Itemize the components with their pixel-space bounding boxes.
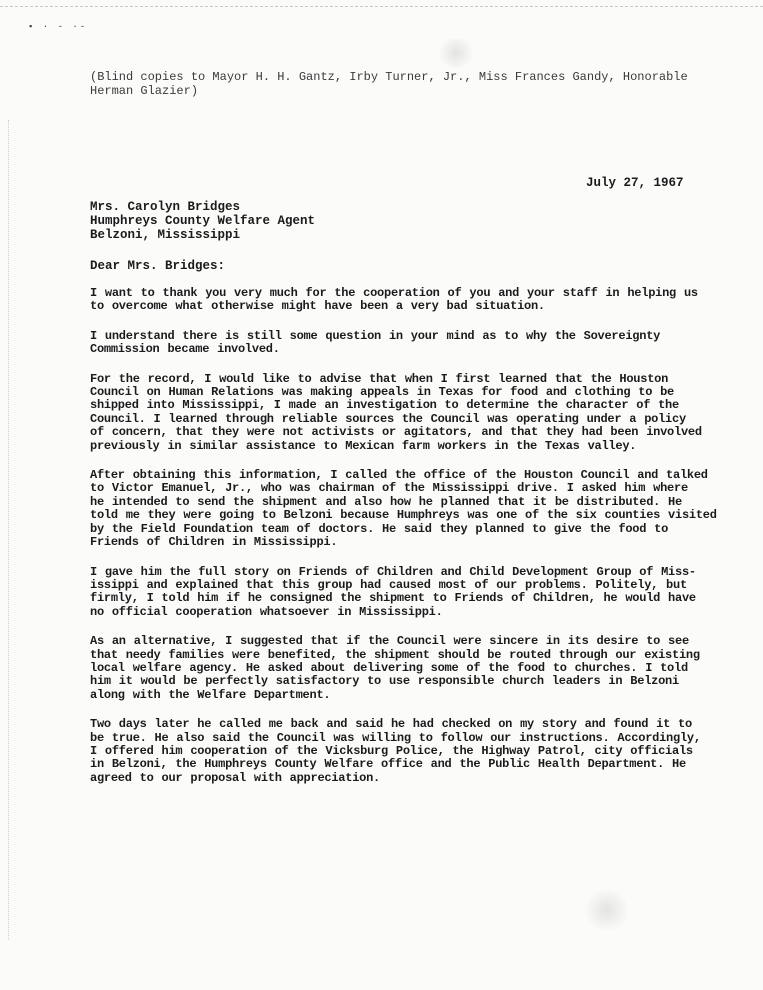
scan-border-top [0, 0, 763, 7]
paragraph-5 [90, 566, 730, 620]
paragraph-line: agreed to our proposal with appreciation. [90, 770, 380, 785]
paragraph-line: Friends of Children in Mississippi. [90, 535, 338, 550]
paragraph-line: that needy families were benefited, the shipment should be routed through our existing [90, 647, 700, 662]
paragraph-line: to Victor Emanuel, Jr., who was chairman of the Mississippi drive. I asked him where [90, 481, 688, 496]
paragraph-line: by the Field Foundation team of doctors. He said they planned to give the food to [90, 521, 669, 536]
paragraph-6 [90, 635, 730, 702]
paragraph-line: Council. I learned through reliable sources the Council was operating under a policy [90, 411, 686, 426]
paragraph-7 [90, 718, 730, 785]
paragraph-line: local welfare agency. He asked about delivering some of the food to churches. I told [90, 660, 688, 675]
letter-body [90, 287, 730, 801]
salutation: Dear Mrs. Bridges: [90, 259, 226, 273]
paragraph-line: For the record, I would like to advise that when I first learned that the Houston [90, 371, 669, 386]
addressee-title: Humphreys County Welfare Agent [90, 214, 316, 228]
addressee-location: Belzoni, Mississippi [90, 228, 241, 242]
blind-copies-note: (Blind copies to Mayor H. H. Gantz, Irby Turner, Jr., Miss Frances Gandy, Honorable Herman Glazier) [90, 70, 688, 98]
paragraph-line: firmly, I told him if he consigned the shipment to Friends of Children, he would have [90, 591, 696, 606]
paragraph-line: Council on Human Relations was making appeals in Texas for food and clothing to be [90, 385, 674, 400]
paragraph-line: of concern, that they were not activists or agitators, and that they had been involved [90, 425, 702, 440]
paragraph-line: I understand there is still some question in your mind as to why the Sovereignty [90, 328, 661, 343]
paragraph-2 [90, 330, 730, 357]
paragraph-line: As an alternative, I suggested that if the Council were sincere in its desire to see [90, 634, 689, 649]
paragraph-4 [90, 469, 730, 549]
paragraph-line: him it would be perfectly satisfactory to use responsible church leaders in Belzoni [90, 674, 679, 689]
paragraph-line: previously in similar assistance to Mexican farm workers in the Texas valley. [90, 438, 637, 453]
paragraph-line: he intended to send the shipment and also how he planned that it be distributed. He [90, 494, 682, 509]
paragraph-line: Two days later he called me back and said he had checked on my story and found it to [90, 717, 692, 732]
letter-date: July 27, 1967 [586, 176, 684, 190]
paragraph-line: After obtaining this information, I called the office of the Houston Council and talked [90, 468, 708, 483]
paragraph-line: shipped into Mississippi, I made an investigation to determine the character of the [90, 398, 679, 413]
paragraph-3 [90, 373, 730, 453]
paragraph-1 [90, 287, 730, 314]
corner-mark: ▪ · ‐ ·‐ [28, 22, 88, 32]
smudge-bottom [582, 890, 632, 930]
paragraph-line: in Belzoni, the Humphreys County Welfare office and the Public Health Department. He [90, 757, 686, 772]
addressee-block [90, 200, 315, 242]
paragraph-line: I offered him cooperation of the Vicksburg Police, the Highway Patrol, city officials [90, 743, 693, 758]
paragraph-line: no official cooperation whatsoever in Mississippi. [90, 604, 443, 619]
scan-border-left [8, 120, 10, 940]
paragraph-line: be true. He also said the Council was willing to follow our instructions. Accordingly, [90, 730, 701, 745]
paragraph-line: I gave him the full story on Friends of Children and Child Development Group of Miss- [90, 564, 696, 579]
paragraph-line: to overcome what otherwise might have been a very bad situation. [90, 299, 545, 314]
paragraph-line: told me they were going to Belzoni because Humphreys was one of the six counties visited [90, 508, 717, 523]
paragraph-line: along with the Welfare Department. [90, 687, 331, 702]
addressee-name: Mrs. Carolyn Bridges [90, 200, 241, 214]
paragraph-line: I want to thank you very much for the cooperation of you and your staff in helping us [90, 286, 698, 300]
smudge-top [436, 38, 476, 68]
paragraph-line: issippi and explained that this group had caused most of our problems. Politely, but [90, 577, 687, 592]
paragraph-line: Commission became involved. [90, 342, 280, 357]
